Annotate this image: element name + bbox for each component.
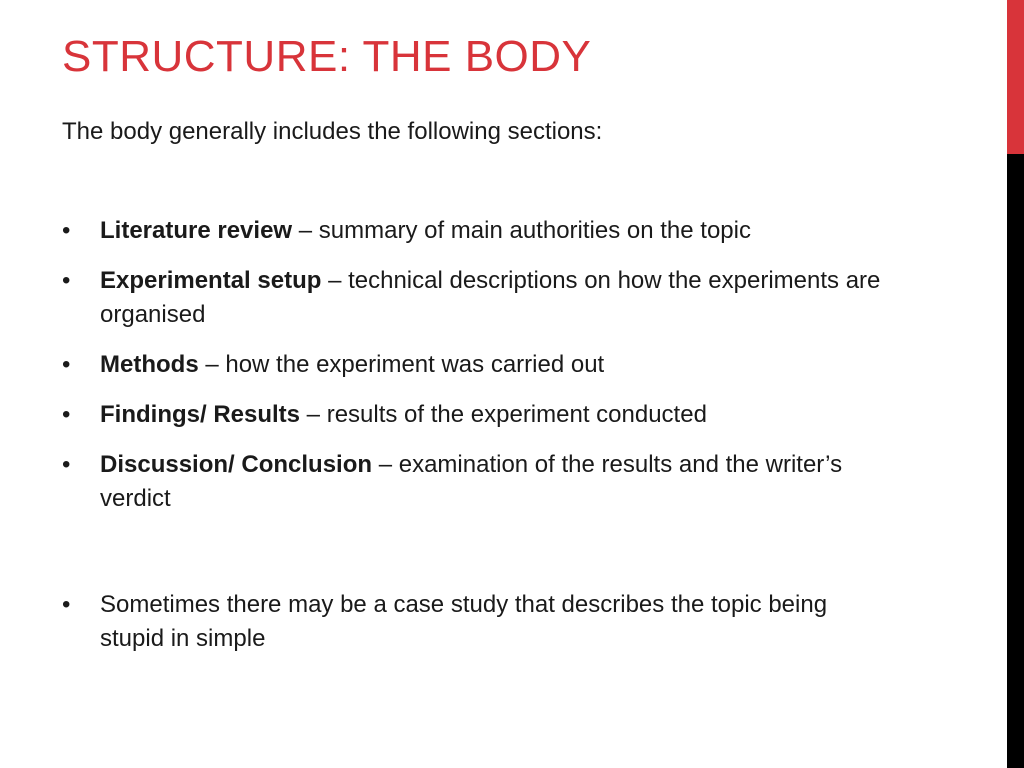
bullet-item-case-study-note [62, 588, 892, 656]
side-bar [1007, 0, 1024, 768]
bullet-desc: – summary of main authorities on the topic [292, 217, 751, 244]
bullet-item-experimental-setup [62, 264, 892, 332]
bullet-term: Experimental setup [100, 267, 322, 294]
bullet-dot: • [62, 401, 71, 428]
side-bar-accent [1007, 0, 1024, 154]
intro-text: The body generally includes the following sections: [62, 118, 603, 145]
bullet-dot: • [62, 591, 71, 618]
bullet-item-literature-review [62, 214, 892, 248]
bullet-term: Discussion/ Conclusion [100, 451, 373, 478]
bullet-desc: – how the experiment was carried out [198, 351, 605, 378]
slide-title: STRUCTURE: THE BODY [62, 32, 592, 81]
bullet-desc: – examination of the results and the writer’s verdict [100, 451, 843, 512]
bullet-desc: – results of the experiment conducted [300, 401, 707, 428]
bullet-dot: • [62, 217, 71, 244]
bullet-note: Sometimes there may be a case study that describes the topic being stupid in simple [100, 591, 828, 652]
bullet-item-discussion-conclusion [62, 448, 892, 516]
bullet-dot: • [62, 351, 71, 378]
bullet-term: Findings/ Results [100, 401, 301, 428]
bullet-list [62, 214, 892, 672]
bullet-desc: – technical descriptions on how the experiments are organised [100, 267, 881, 328]
bullet-dot: • [62, 451, 71, 478]
bullet-item-findings-results [62, 398, 892, 432]
bullet-item-methods [62, 348, 892, 382]
bullet-term: Methods [100, 351, 199, 378]
bullet-term: Literature review [100, 217, 293, 244]
bullet-dot: • [62, 267, 71, 294]
